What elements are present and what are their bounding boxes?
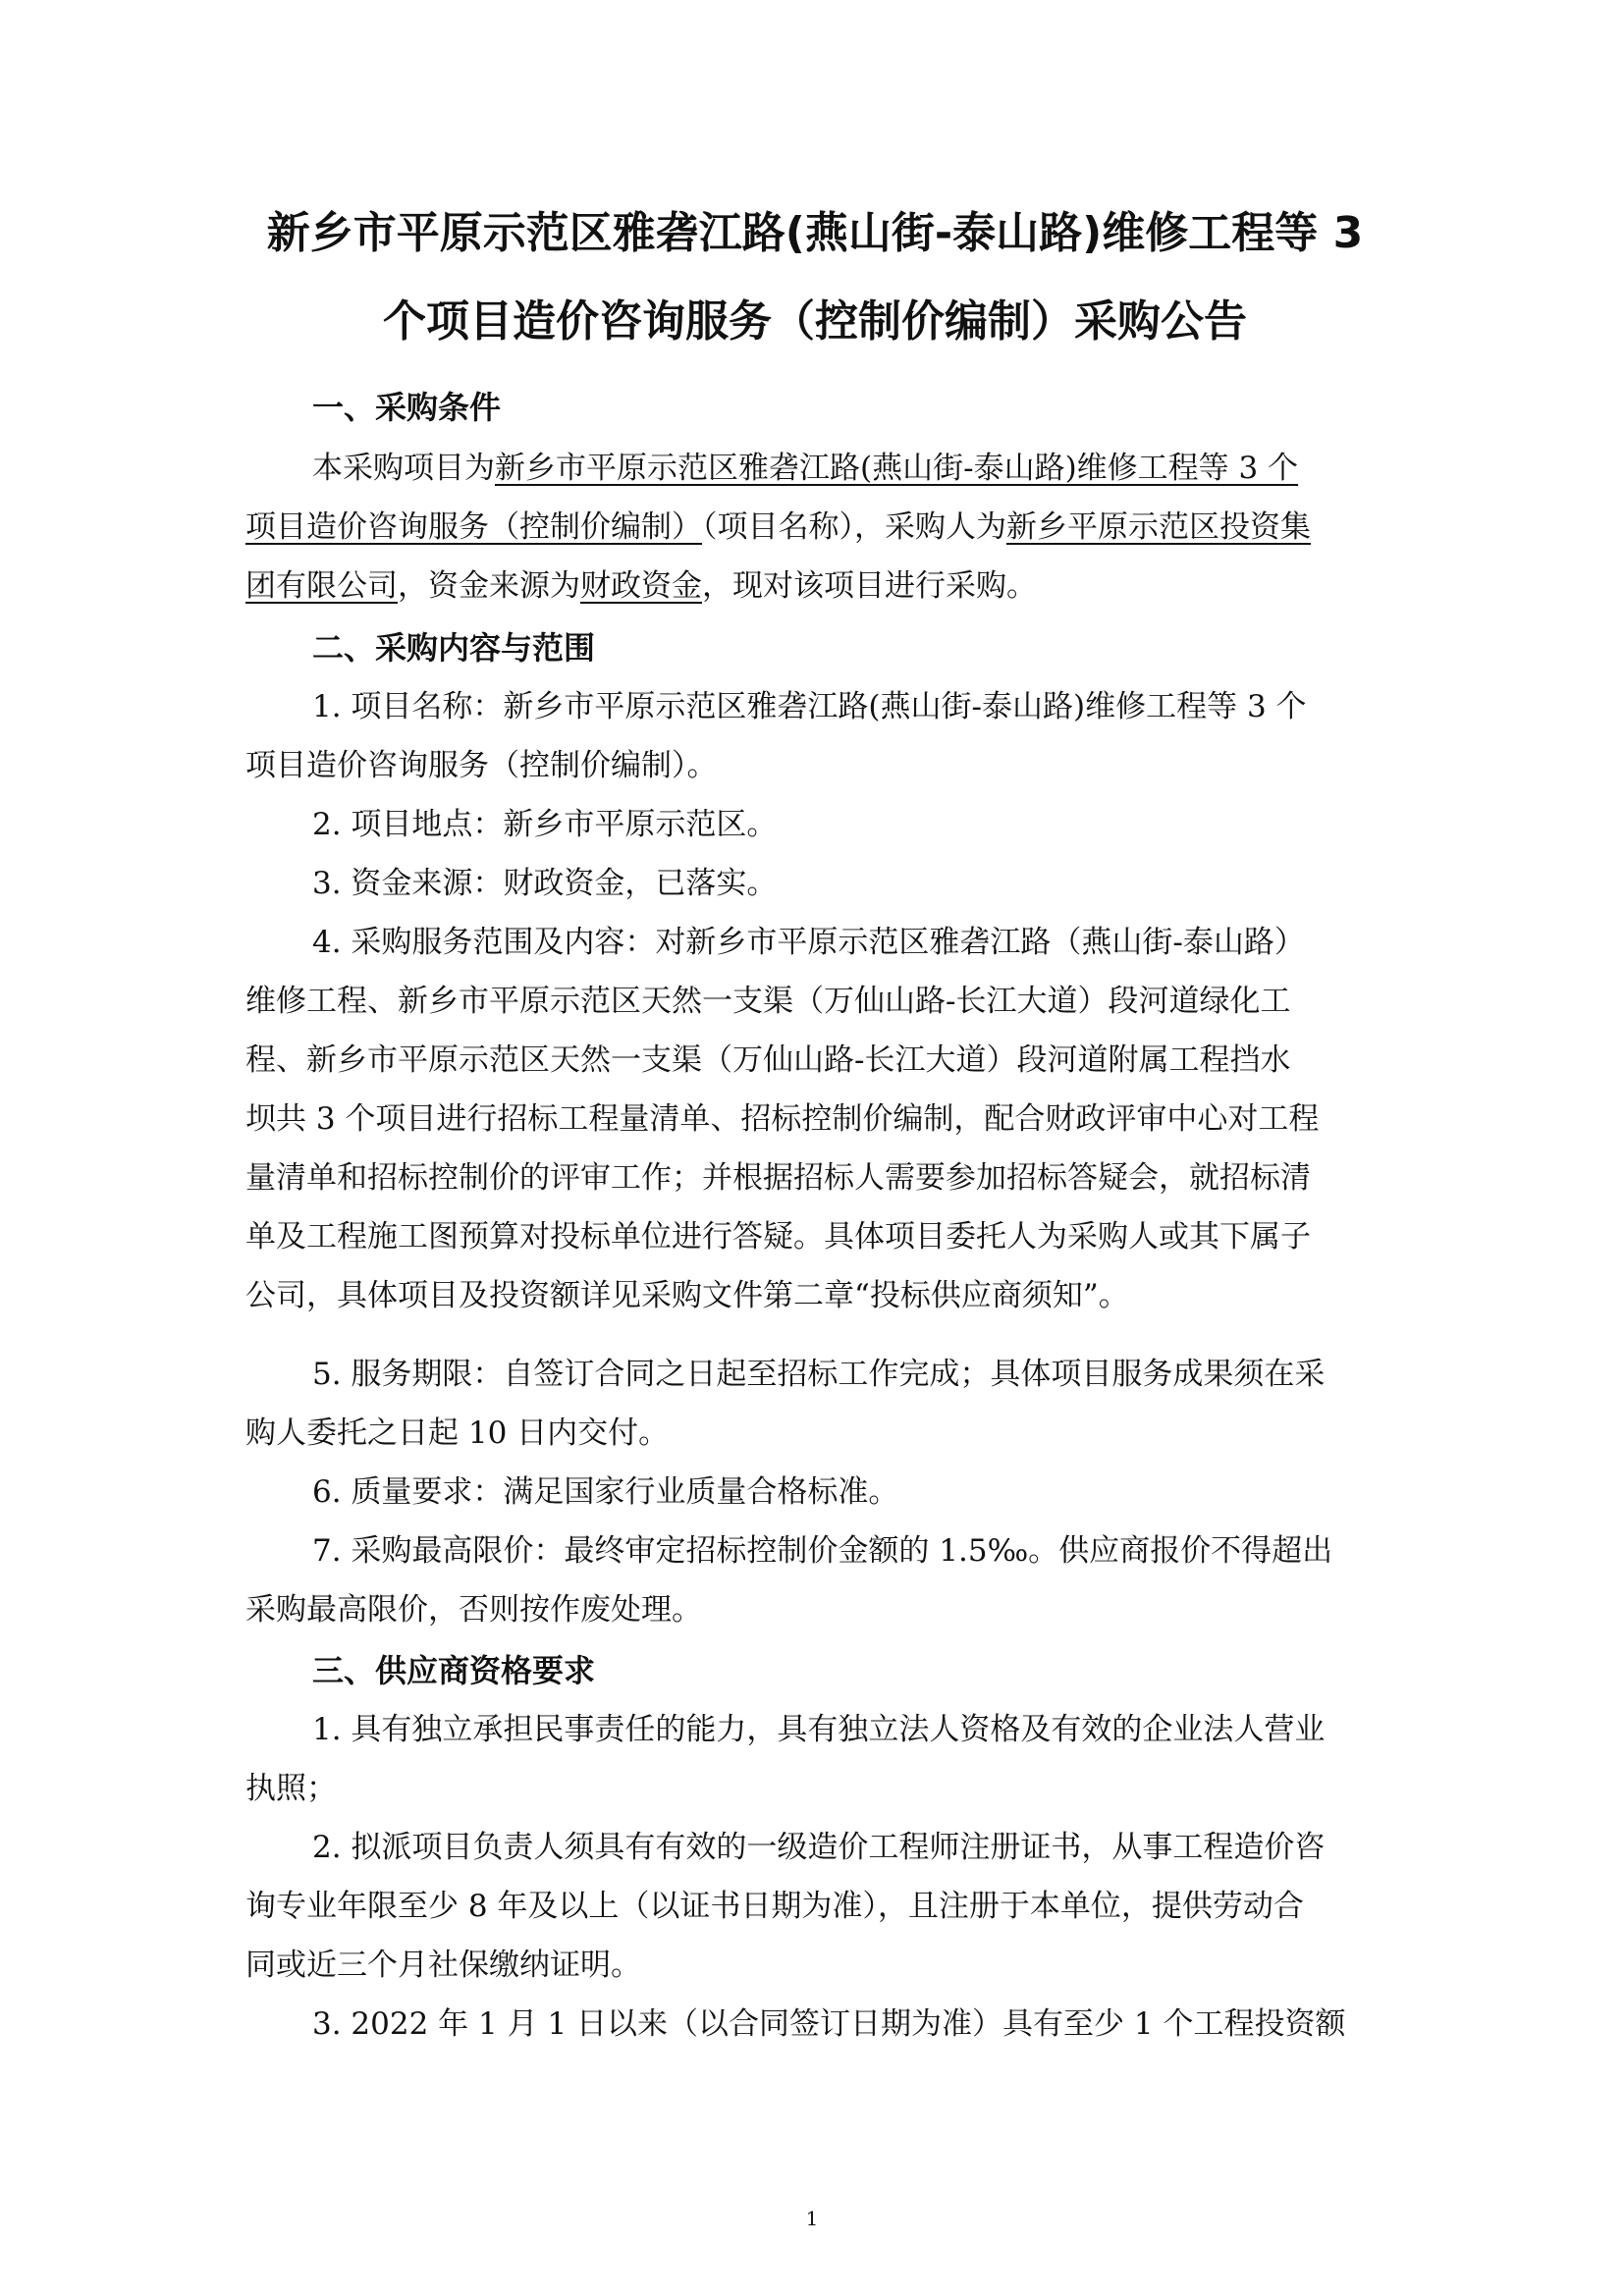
item-2-1-line-2: 项目造价咨询服务（控制价编制）。 (245, 748, 718, 783)
project-name-underline-cont: 项目造价咨询服务（控制价编制） (245, 509, 702, 545)
item-2-4-line-2: 维修工程、新乡市平原示范区天然一支渠（万仙山路-长江大道）段河道绿化工 (245, 984, 1291, 1019)
paragraph-1-line-2: 项目造价咨询服务（控制价编制）（项目名称），采购人为新乡平原示范区投资集 (245, 509, 1311, 545)
paragraph-1-line-1: 本采购项目为新乡市平原示范区雅砻江路(燕山街-泰山路)维修工程等 3 个 (312, 451, 1299, 486)
item-2-7-line-1: 7. 采购最高限价：最终审定招标控制价金额的 1.5‰。供应商报价不得超出 (312, 1533, 1333, 1569)
item-2-6: 6. 质量要求：满足国家行业质量合格标准。 (312, 1474, 899, 1510)
section-heading-3: 三、供应商资格要求 (312, 1652, 596, 1689)
item-2-5-line-2: 购人委托之日起 10 日内交付。 (245, 1415, 670, 1451)
page-number: 1 (805, 2207, 819, 2230)
document-title-line-2: 个项目造价咨询服务（控制价编制）采购公告 (383, 296, 1247, 347)
item-3-1-line-2: 执照； (245, 1771, 337, 1806)
document-title-line-1: 新乡市平原示范区雅砻江路(燕山街-泰山路)维修工程等 3 (266, 208, 1364, 258)
purchaser-name-underline-cont: 团有限公司 (245, 568, 398, 604)
item-2-5-line-1: 5. 服务期限：自签订合同之日起至招标工作完成；具体项目服务成果须在采 (312, 1357, 1326, 1392)
item-2-4-line-7: 公司，具体项目及投资额详见采购文件第二章“投标供应商须知”。 (245, 1278, 1129, 1313)
item-2-4-line-4: 坝共 3 个项目进行招标工程量清单、招标控制价编制，配合财政评审中心对工程 (245, 1101, 1320, 1137)
item-2-4-line-6: 单及工程施工图预算对投标单位进行答疑。具体项目委托人为采购人或其下属子 (245, 1219, 1311, 1255)
item-3-2-line-1: 2. 拟派项目负责人须具有有效的一级造价工程师注册证书，从事工程造价咨 (312, 1830, 1326, 1865)
item-3-3-line-1: 3. 2022 年 1 月 1 日以来（以合同签订日期为准）具有至少 1 个工程投资额 (312, 2006, 1346, 2042)
item-2-4-line-1: 4. 采购服务范围及内容：对新乡市平原示范区雅砻江路（燕山街-泰山路） (312, 925, 1305, 960)
item-2-4-line-5: 量清单和招标控制价的评审工作；并根据招标人需要参加招标答疑会，就招标清 (245, 1160, 1311, 1196)
item-2-7-line-2: 采购最高限价，否则按作废处理。 (245, 1592, 702, 1628)
paragraph-1-line-3: 团有限公司，资金来源为财政资金，现对该项目进行采购。 (245, 568, 1037, 604)
item-2-2: 2. 项目地点：新乡市平原示范区。 (312, 807, 778, 842)
section-heading-1: 一、采购条件 (312, 389, 502, 426)
item-2-3: 3. 资金来源：财政资金，已落实。 (312, 866, 778, 901)
purchaser-name-underline: 新乡平原示范区投资集 (1006, 509, 1311, 545)
section-heading-2: 二、采购内容与范围 (312, 629, 596, 667)
project-name-underline: 新乡市平原示范区雅砻江路(燕山街-泰山路)维修工程等 3 个 (495, 451, 1299, 486)
item-3-1-line-1: 1. 具有独立承担民事责任的能力，具有独立法人资格及有效的企业法人营业 (312, 1712, 1326, 1747)
fund-source-underline: 财政资金 (580, 568, 702, 604)
item-2-4-line-3: 程、新乡市平原示范区天然一支渠（万仙山路-长江大道）段河道附属工程挡水 (245, 1042, 1291, 1078)
item-3-2-line-2: 询专业年限至少 8 年及以上（以证书日期为准），且注册于本单位，提供劳动合 (245, 1889, 1304, 1924)
item-3-2-line-3: 同或近三个月社保缴纳证明。 (245, 1948, 641, 1983)
item-2-1-line-1: 1. 项目名称：新乡市平原示范区雅砻江路(燕山街-泰山路)维修工程等 3 个 (312, 689, 1307, 724)
